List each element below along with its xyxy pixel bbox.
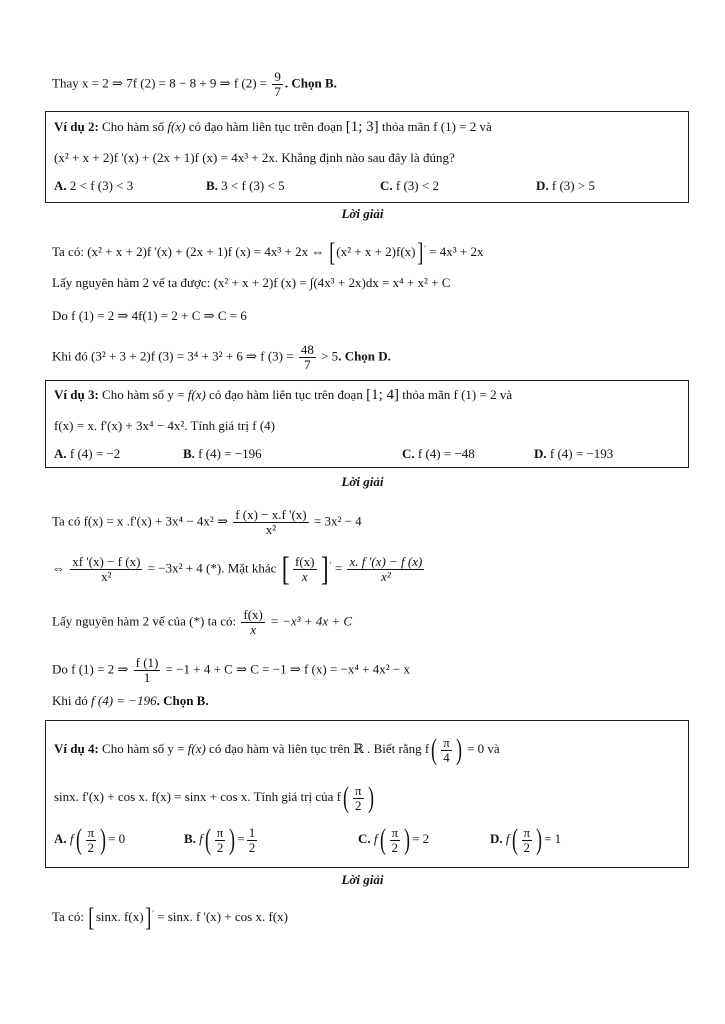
ex3-options bbox=[54, 446, 674, 462]
sol2-line4: Khi đó (3² + 3 + 2)f (3) = 3⁴ + 3² + 6 ⇒ f (3) = $\frac{48}{7}$ > 5. Chọn D. bbox=[52, 342, 391, 372]
ex2-options bbox=[54, 178, 674, 194]
ex2-option-d: D. f (3) > 5 bbox=[536, 178, 595, 193]
sol2-heading: Lời giải bbox=[341, 206, 384, 221]
intro-thay: Thay bbox=[52, 75, 79, 91]
sol2-line1: Ta có: (x² + x + 2)f '(x) + (2x + 1)f (x) = 4x³ + 2x ⇔ [(x² + x + 2)f(x)]′ = 4x³ + 2x bbox=[52, 238, 484, 267]
ex4-line1: Ví dụ 4: Cho hàm số y = f(x) có đạo hàm và liên tục trên ℝ . Biết rằng f( $\frac{\pi}{4}$ ) = 0 và bbox=[54, 733, 500, 766]
ex2-label: Ví dụ 2: bbox=[54, 119, 99, 134]
example-3-box bbox=[45, 380, 689, 468]
sol3-line4: Do f (1) = 2 ⇒ $\frac{f (1)}{1}$ = −1 + 4 + C ⇒ C = −1 ⇒ f (x) = −x⁴ + 4x² − x bbox=[52, 655, 410, 685]
ex2-line2 bbox=[54, 150, 455, 166]
ex3-option-b: B. f (4) = −196 bbox=[183, 446, 262, 461]
ex2-option-a: A. 2 < f (3) < 3 bbox=[54, 178, 134, 193]
ex2-option-b: B. 3 < f (3) < 5 bbox=[206, 178, 285, 193]
ex4-option-d: D. f( $\frac{\pi}{2}$ ) = 1 bbox=[490, 823, 562, 856]
intro-line bbox=[52, 70, 337, 99]
sol2-line3: Do f (1) = 2 ⇒ 4f(1) = 2 + C ⇒ C = 6 bbox=[52, 308, 247, 323]
ex3-option-d: D. f (4) = −193 bbox=[534, 446, 614, 461]
ex2-fx: f(x) bbox=[167, 119, 186, 134]
sol2-line2: Lấy nguyên hàm 2 vế ta được: (x² + x + 2)f (x) = ∫(4x³ + 2x)dx = x⁴ + x² + C bbox=[52, 275, 451, 290]
ex3-option-c: C. f (4) = −48 bbox=[402, 446, 475, 461]
sol3-heading: Lời giải bbox=[341, 474, 384, 489]
example-4-box bbox=[45, 720, 689, 868]
ex2-text3: thỏa mãn f (1) = 2 và bbox=[381, 119, 492, 134]
sol3-line3: Lấy nguyên hàm 2 vế của (*) ta có: $\frac{f(x)}{x}$ = −x³ + 4x + C bbox=[52, 607, 353, 637]
sol4-line1: Ta có: [sinx. f(x)]′ = sinx. f '(x) + cos x. f(x) bbox=[52, 903, 288, 932]
intro-choose: . Chọn B. bbox=[284, 75, 337, 91]
sol4-heading: Lời giải bbox=[341, 872, 384, 887]
ex2-option-c: C. f (3) < 2 bbox=[380, 178, 439, 193]
example-2-box bbox=[45, 111, 689, 203]
sol3-line1: Ta có f(x) = x .f'(x) + 3x⁴ − 4x² ⇒ $\frac{f (x) - x.f '(x)}{\text{x²}}$ = 3x² − 4 bbox=[52, 507, 362, 537]
ex4-option-b: B. f( $\frac{\pi}{2}$ ) = $\frac{1}{2}$ bbox=[184, 823, 256, 856]
ex3-option-a: A. f (4) = −2 bbox=[54, 446, 121, 461]
sol3-line2: ⇔ $\frac{xf '(x) - f (x)}{\text{x²}}$ = −3x² + 4 (*). Mặt khác [ $\frac{f(x)}{x}$ ] ′ = $\frac{x. f '(x) - f (x)}{\text{x²}}$ bbox=[52, 550, 423, 588]
ex2-equation: (x² + x + 2)f '(x) + (2x + 1)f (x) = 4x³ + 2x bbox=[54, 150, 275, 165]
ex2-text1: Cho hàm số bbox=[102, 119, 165, 134]
ex4-line2: sinx. f'(x) + cos x. f(x) = sinx + cos x. Tính giá trị của f( $\frac{\pi}{2}$ ) bbox=[54, 781, 374, 814]
intro-equation: x = 2 ⇒ 7f (2) = 8 − 8 + 9 ⇒ f (2) = bbox=[81, 75, 268, 91]
ex4-option-c: C. f( $\frac{\pi}{2}$ ) = 2 bbox=[358, 823, 430, 856]
ex2-line1 bbox=[54, 119, 492, 135]
ex3-line2: f(x) = x. f'(x) + 3x⁴ − 4x². Tính giá trị f (4) bbox=[54, 418, 275, 433]
ex4-option-a: A. f( $\frac{\pi}{2}$ ) = 0 bbox=[54, 823, 126, 856]
ex2-interval: [1; 3] bbox=[345, 119, 379, 135]
ex3-line1: Ví dụ 3: Cho hàm số y = f(x) có đạo hàm liên tục trên đoạn [1; 4] thỏa mãn f (1) = 2 và bbox=[54, 387, 513, 403]
ex2-question: . Khẳng định nào sau đây là đúng? bbox=[274, 150, 455, 165]
ex3-label: Ví dụ 3: bbox=[54, 387, 99, 402]
ex2-text2: có đạo hàm liên tục trên đoạn bbox=[188, 119, 343, 134]
intro-fraction: $\frac{9}{7}$ bbox=[274, 69, 281, 99]
ex4-label: Ví dụ 4: bbox=[54, 740, 99, 756]
sol3-line5: Khi đó f (4) = −196. Chọn B. bbox=[52, 693, 209, 708]
ex4-options bbox=[54, 823, 674, 856]
